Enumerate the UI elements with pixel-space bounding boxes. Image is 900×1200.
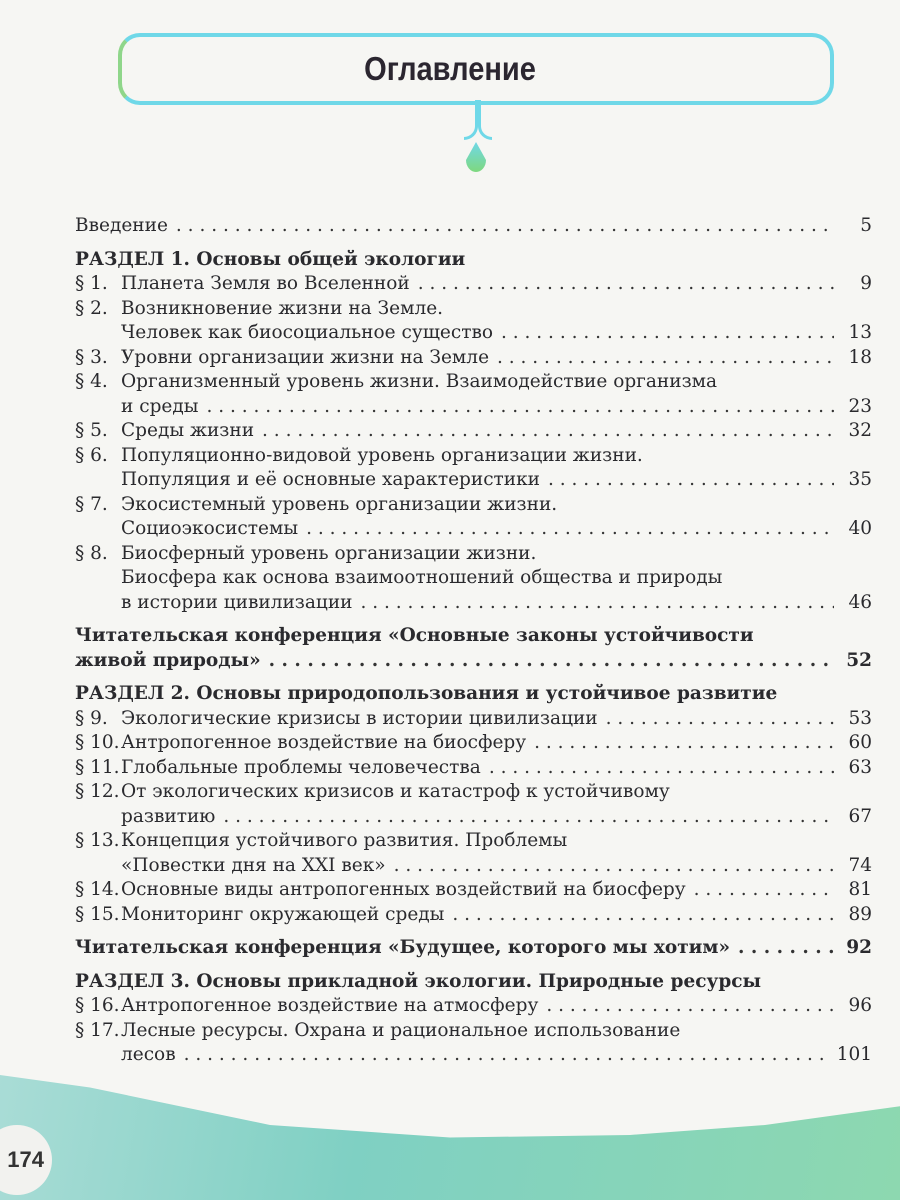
page-ref: 101 — [836, 1044, 872, 1065]
entry-text: Среды жизни — [121, 420, 255, 441]
page-ref: 9 — [860, 273, 872, 294]
section-number: § 7. — [75, 493, 108, 515]
dot-leader — [306, 517, 834, 542]
dot-leader — [394, 854, 834, 879]
toc-line — [75, 321, 872, 346]
toc-heading[interactable] — [75, 682, 872, 707]
toc-line — [75, 624, 872, 649]
entry-text: Организменный уровень жизни. Взаимодействие организма — [121, 371, 718, 392]
section-number: § 17. — [75, 1019, 120, 1041]
section-number: § 9. — [75, 707, 108, 729]
entry-text: Антропогенное воздействие на атмосферу — [121, 995, 539, 1016]
page-ref: 40 — [848, 518, 872, 539]
entry-text: Уровни организации жизни на Земле — [121, 346, 490, 368]
toc-line — [75, 214, 872, 239]
toc-line — [75, 780, 872, 805]
toc-line — [75, 731, 872, 756]
entry-text: Биосферный уровень организации жизни. — [121, 542, 537, 564]
page-ref: 23 — [848, 395, 872, 417]
entry-text: и среды — [121, 395, 199, 417]
title-frame-stem — [478, 100, 492, 140]
section-number: § 12. — [75, 781, 120, 802]
entry-text: РАЗДЕЛ 3. Основы прикладной экологии. Природные ресурсы — [75, 970, 762, 992]
toc-entry[interactable] — [75, 903, 872, 928]
dot-leader — [548, 468, 834, 493]
section-number: § 8. — [75, 542, 108, 564]
toc-heading[interactable] — [75, 970, 872, 995]
toc-entry[interactable] — [75, 731, 872, 756]
toc-entry[interactable] — [75, 707, 872, 732]
entry-text: Планета Земля во Вселенной — [121, 273, 410, 294]
toc-heading[interactable] — [75, 248, 872, 273]
dot-leader — [262, 419, 834, 444]
dot-leader — [694, 878, 834, 903]
toc-entry[interactable] — [75, 444, 872, 493]
entry-text: Глобальные проблемы человечества — [121, 756, 481, 778]
toc-line — [75, 682, 872, 707]
page-ref: 81 — [848, 879, 872, 900]
toc-line — [75, 542, 872, 567]
entry-text: Популяционно-видовой уровень организации жизни. — [121, 444, 643, 466]
toc-line — [75, 517, 872, 542]
page-ref: 63 — [848, 756, 872, 778]
section-number: § 14. — [75, 879, 120, 900]
entry-text: в истории цивилизации — [121, 591, 353, 613]
toc-line — [75, 829, 872, 854]
section-number: § 16. — [75, 995, 120, 1016]
entry-text: развитию — [121, 805, 216, 827]
entry-text: Мониторинг окружающей среды — [121, 903, 445, 925]
drop-icon — [466, 142, 486, 172]
entry-text: Читательская конференция «Будущее, которого мы хотим» — [75, 937, 731, 958]
entry-text: РАЗДЕЛ 2. Основы природопользования и устойчивое развитие — [75, 683, 778, 704]
entry-text: РАЗДЕЛ 1. Основы общей экологии — [75, 248, 466, 270]
section-number: § 2. — [75, 297, 108, 319]
entry-text: Введение — [75, 215, 168, 236]
toc-line — [75, 878, 872, 903]
toc-line — [75, 444, 872, 469]
toc-line — [75, 903, 872, 928]
entry-text: Популяция и её основные характеристики — [121, 469, 541, 490]
page-ref: 32 — [848, 420, 872, 441]
dot-leader — [534, 731, 834, 756]
toc-entry[interactable] — [75, 346, 872, 371]
section-number: § 15. — [75, 903, 120, 925]
entry-text: Читательская конференция «Основные законы устойчивости — [75, 625, 754, 646]
toc-entry[interactable] — [75, 780, 872, 829]
dot-leader — [501, 321, 834, 346]
page-ref: 67 — [848, 805, 872, 827]
section-number: § 13. — [75, 830, 120, 851]
page-ref: 96 — [848, 995, 872, 1016]
page-ref: 92 — [846, 937, 872, 958]
toc-entry[interactable] — [75, 419, 872, 444]
toc-line — [75, 566, 872, 591]
page-ref: 35 — [848, 469, 872, 490]
toc-line — [75, 248, 872, 273]
toc-heading[interactable] — [75, 624, 872, 673]
page-ref: 53 — [848, 707, 872, 729]
toc-line — [75, 707, 872, 732]
toc-entry[interactable] — [75, 214, 872, 239]
dot-leader — [546, 994, 834, 1019]
toc-line — [75, 346, 872, 371]
toc-heading[interactable] — [75, 936, 872, 961]
dot-leader — [223, 805, 834, 830]
page-ref: 89 — [848, 903, 872, 925]
page-title: Оглавление — [364, 50, 536, 87]
dot-leader — [360, 591, 834, 616]
entry-text: «Повестки дня на XXI век» — [121, 854, 386, 876]
toc-line — [75, 272, 872, 297]
toc-entry[interactable] — [75, 542, 872, 616]
decorative-wave — [0, 1075, 900, 1200]
page-ref: 13 — [848, 322, 872, 343]
toc-line — [75, 493, 872, 518]
entry-text: Экосистемный уровень организации жизни. — [121, 493, 558, 515]
entry-text: лесов — [121, 1044, 176, 1065]
toc-entry[interactable] — [75, 493, 872, 542]
toc-entry[interactable] — [75, 878, 872, 903]
toc-line — [75, 970, 872, 995]
toc-line — [75, 419, 872, 444]
dot-leader — [489, 756, 834, 781]
page-number: 174 — [0, 1125, 52, 1195]
title-frame-stem — [464, 100, 478, 140]
toc-line — [75, 1019, 872, 1044]
toc-entry[interactable] — [75, 297, 872, 346]
section-number: § 1. — [75, 273, 108, 294]
entry-text: От экологических кризисов и катастроф к устойчивому — [121, 781, 670, 802]
page-ref: 52 — [846, 649, 872, 671]
toc-line — [75, 370, 872, 395]
entry-text: Концепция устойчивого развития. Проблемы — [121, 830, 568, 851]
dot-leader — [176, 214, 834, 239]
entry-text: Человек как биосоциальное существо — [121, 322, 494, 343]
dot-leader — [418, 272, 834, 297]
section-number: § 5. — [75, 420, 108, 441]
dot-leader — [206, 395, 834, 420]
entry-text: Возникновение жизни на Земле. — [121, 297, 444, 319]
toc-entry[interactable] — [75, 272, 872, 297]
toc-entry[interactable] — [75, 829, 872, 878]
section-number: § 3. — [75, 346, 108, 368]
entry-text: Социоэкосистемы — [121, 518, 299, 539]
dot-leader — [184, 1043, 829, 1068]
toc-line — [75, 994, 872, 1019]
toc-line — [75, 395, 872, 420]
toc-line — [75, 297, 872, 322]
toc-line — [75, 468, 872, 493]
table-of-contents — [75, 214, 872, 1068]
toc-entry[interactable] — [75, 1019, 872, 1068]
entry-text: живой природы» — [75, 649, 261, 671]
page-ref: 46 — [848, 591, 872, 613]
toc-line — [75, 936, 872, 961]
page-ref: 5 — [860, 215, 872, 236]
section-number: § 10. — [75, 732, 120, 753]
toc-entry[interactable] — [75, 994, 872, 1019]
dot-leader — [452, 903, 834, 928]
section-number: § 6. — [75, 444, 108, 466]
page-ref: 74 — [848, 854, 872, 876]
entry-text: Антропогенное воздействие на биосферу — [121, 732, 527, 753]
entry-text: Основные виды антропогенных воздействий на биосферу — [121, 879, 686, 900]
page-ref: 60 — [848, 732, 872, 753]
toc-line — [75, 854, 872, 879]
toc-line — [75, 756, 872, 781]
toc-line — [75, 591, 872, 616]
toc-line — [75, 805, 872, 830]
entry-text: Лесные ресурсы. Охрана и рациональное использование — [121, 1019, 681, 1041]
toc-entry[interactable] — [75, 370, 872, 419]
section-number: § 4. — [75, 371, 108, 392]
section-number: § 11. — [75, 756, 120, 778]
toc-line — [75, 1043, 872, 1068]
dot-leader — [606, 707, 834, 732]
dot-leader — [269, 649, 834, 674]
dot-leader — [738, 936, 834, 961]
page-ref: 18 — [848, 346, 872, 368]
toc-line — [75, 649, 872, 674]
toc-entry[interactable] — [75, 756, 872, 781]
entry-text: Экологические кризисы в истории цивилизации — [121, 707, 598, 729]
dot-leader — [497, 346, 834, 371]
entry-text: Биосфера как основа взаимоотношений общества и природы — [121, 567, 723, 588]
